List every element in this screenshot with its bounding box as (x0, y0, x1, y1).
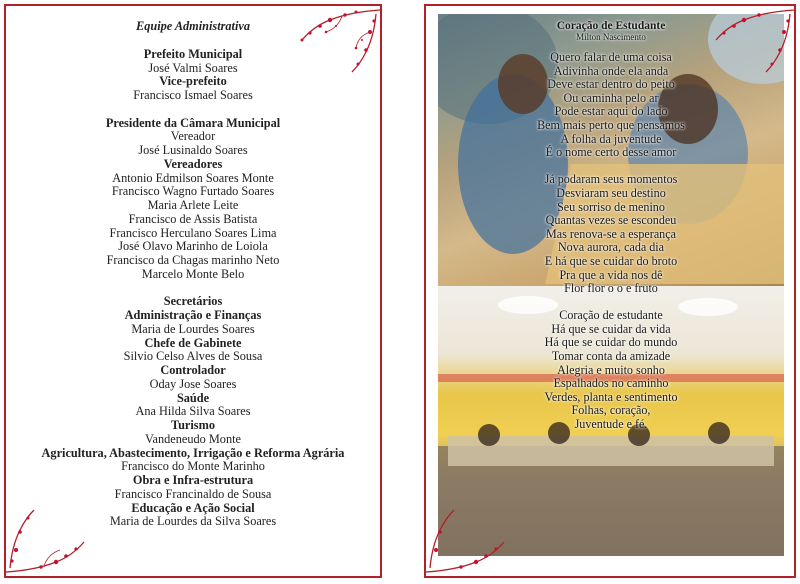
poem-line: Há que se cuidar da vida (551, 321, 671, 336)
role-title: Administração e Finanças (124, 308, 262, 322)
poem-line: Flor flor o o e fruto (564, 281, 658, 296)
poem-line: Alegria e muito sonho (557, 362, 665, 377)
role-title: Turismo (171, 418, 215, 432)
person-name: José Valmi Soares (148, 60, 238, 75)
poem (438, 20, 784, 432)
role-title: Secretários (163, 294, 223, 309)
poem-line: A folha da juventude (560, 131, 662, 146)
poem-line: Pode estar aqui do lado (554, 104, 668, 119)
role-title: Vereadores (163, 156, 223, 171)
person-name: Francisco Francinaldo de Sousa (114, 486, 272, 501)
poem-title: Coração de Estudante (556, 20, 666, 32)
role-title: Presidente da Câmara Municipal (105, 115, 281, 130)
poem-line: Verdes, planta e sentimento (544, 389, 678, 404)
person-name: Francisco da Chagas marinho Neto (106, 253, 280, 267)
person-name: Francisco Herculano Soares Lima (109, 225, 277, 240)
role-title: Agricultura, Abastecimento, Irrigação e Reforma Agrária (41, 445, 345, 460)
person-name: Francisco do Monte Marinho (121, 459, 265, 474)
poem-line: Mas renova-se a esperança (546, 226, 676, 241)
person-name: Marcelo Monte Belo (141, 266, 245, 281)
poem-line: Tomar conta da amizade (551, 349, 671, 364)
poem-line: Folhas, coração, (571, 403, 651, 418)
person-name: Francisco de Assis Batista (128, 211, 258, 226)
poem-line: Coração de estudante (559, 308, 663, 323)
poem-line: Juventude e fé. (574, 417, 648, 432)
poem-line: Quero falar de uma coisa (550, 50, 672, 64)
poem-line: Nova aurora, cada dia (557, 240, 665, 255)
page-gutter (384, 0, 420, 584)
person-name: Francisco Ismael Soares (133, 88, 253, 102)
person-name: José Lusinaldo Soares (138, 143, 248, 157)
poem-line: Espalhados no caminho (553, 376, 669, 391)
left-page (4, 4, 382, 578)
section-heading: Equipe Administrativa (136, 19, 250, 33)
person-name: Francisco Wagno Furtado Soares (111, 184, 275, 199)
poem-line: Deve estar dentro do peito (547, 77, 675, 92)
poem-line: Seu sorriso de menino (557, 199, 665, 214)
administrative-team (6, 20, 380, 529)
role-title: Saúde (176, 390, 210, 405)
poem-line: Quantas vezes se escondeu (545, 213, 677, 228)
person-name: Antonio Edmilson Soares Monte (112, 170, 274, 185)
person-name: Maria de Lourdes da Silva Soares (109, 514, 277, 529)
person-name: Ana Hilda Silva Soares (135, 404, 251, 419)
person-name: José Olavo Marinho de Loiola (118, 239, 268, 254)
person-name: Oday Jose Soares (149, 376, 237, 391)
poem-line: E há que se cuidar do broto (544, 253, 678, 268)
poem-line: Desviaram seu destino (556, 185, 666, 200)
right-page (424, 4, 796, 578)
poem-line: Já podaram seus momentos (544, 172, 678, 187)
poem-line: Bem mais perto que pensamos (537, 117, 685, 132)
role-subtitle: Vereador (170, 129, 216, 144)
role-title: Obra e Infra-estrutura (132, 473, 254, 487)
poem-line: Ou caminha pelo ar (563, 90, 659, 105)
person-name: Maria Arlete Leite (147, 198, 239, 212)
poem-line: Há que se cuidar do mundo (544, 335, 678, 350)
poem-line: Pra que a vida nos dê (559, 267, 663, 282)
poem-line: É o nome certo desse amor (545, 145, 677, 160)
person-name: Silvio Celso Alves de Sousa (123, 349, 263, 364)
role-title: Controlador (160, 363, 226, 377)
role-title: Chefe de Gabinete (144, 335, 242, 350)
role-title: Educação e Ação Social (131, 500, 255, 515)
person-name: Maria de Lourdes Soares (131, 321, 255, 336)
role-title: Vice-prefeito (159, 74, 227, 89)
person-name: Vandeneudo Monte (145, 431, 241, 446)
floral-ornament-bottom-left (426, 506, 516, 576)
poem-line: Adivinha onde ela anda (553, 63, 669, 78)
poem-author: Milton Nascimento (576, 32, 646, 42)
role-title: Prefeito Municipal (143, 46, 243, 61)
